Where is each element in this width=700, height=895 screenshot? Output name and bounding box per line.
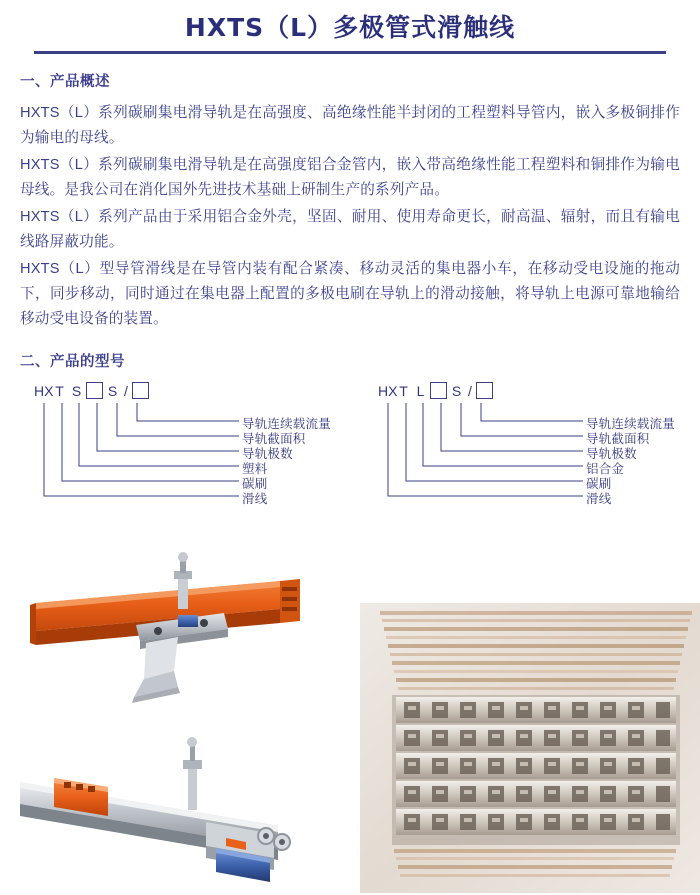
paragraph: HXTS（L）型导管滑线是在导管内装有配合紧凑、移动灵活的集电器小车，在移动受电设施的拖动下，同步移动，同时通过在集电器上配置的多极电刷在导轨上的滑动接触，将导轨上电源可靠地输给移动受电设备的装置。	[20, 260, 680, 327]
code-char: T	[399, 382, 408, 399]
legend-item: 碳刷	[586, 476, 612, 491]
body-content	[0, 54, 700, 895]
legend-item: 导轨连续载流量	[242, 416, 331, 431]
section-heading-overview: 一、产品概述	[20, 73, 110, 90]
code-char: HX	[34, 382, 54, 399]
photo-grey-rail-graphic	[20, 730, 330, 890]
code-char: S	[451, 382, 462, 399]
legend-item: 导轨截面积	[586, 431, 650, 446]
code-char: /	[468, 382, 472, 399]
photo-orange-rail-graphic	[28, 551, 328, 711]
page-title: HXTS（L）多极管式滑触线	[184, 13, 516, 42]
paragraph: HXTS（L）系列产品由于采用铝合金外壳，坚固、耐用、使用寿命更长，耐高温、辐射，而且有输电线路屏蔽功能。	[20, 208, 680, 250]
model-legends-hxts	[34, 381, 354, 531]
paragraph: HXTS（L）系列碳刷集电滑导轨是在高强度、高绝缘性能半封闭的工程塑料导管内，嵌入多极铜排作为输电的母线。	[20, 104, 680, 146]
photo-rail-bundle	[360, 603, 700, 893]
title-block	[0, 0, 700, 54]
code-char: L	[416, 382, 425, 399]
section-heading-model: 二、产品的型号	[20, 353, 125, 370]
legend-item: 导轨极数	[586, 446, 637, 461]
model-diagrams	[20, 381, 680, 531]
section-model	[20, 350, 680, 531]
model-hxtl	[378, 381, 698, 531]
legend-item: 导轨连续载流量	[586, 416, 675, 431]
legend-item: 导轨截面积	[242, 431, 306, 446]
legend-item: 导轨极数	[242, 446, 293, 461]
model-hxts	[34, 381, 354, 531]
model-legends-hxtl	[378, 381, 698, 531]
photo-rail-bundle-graphic	[360, 603, 700, 893]
photo-orange-rail-collector	[28, 551, 328, 711]
legend-item: 滑线	[242, 491, 268, 506]
legend-item: 塑料	[242, 461, 268, 476]
photo-gallery	[20, 545, 680, 895]
code-char: /	[124, 382, 128, 399]
legend-item: 碳刷	[242, 476, 268, 491]
code-char: T	[55, 382, 64, 399]
code-char: S	[71, 382, 82, 399]
code-char: HX	[378, 382, 398, 399]
legend-item: 铝合金	[586, 461, 625, 476]
paragraph: HXTS（L）系列碳刷集电滑导轨是在高强度铝合金管内，嵌入带高绝缘性能工程塑料和铜排作为输电母线。是我公司在消化国外先进技术基础上研制生产的系列产品。	[20, 156, 680, 198]
photo-grey-rail-assembly	[20, 730, 330, 890]
code-char: S	[107, 382, 118, 399]
legend-item: 滑线	[586, 491, 612, 506]
